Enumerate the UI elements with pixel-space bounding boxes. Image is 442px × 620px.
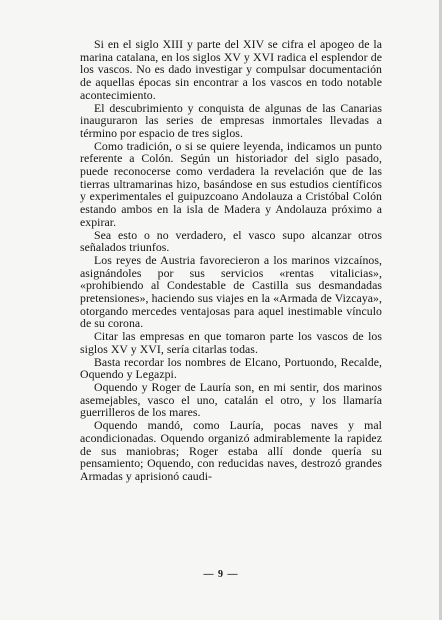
paragraph-oquendo-command: Oquendo mandó, como Lauría, pocas naves y mal acondicionadas. Oquendo organizó admirablemente la rapidez de sus maniobras; Roger estaba allí donde quería su pensamiento; Oquendo, con reducidas naves, destrozó grandes Armadas y aprisionó caudi- <box>80 418 382 483</box>
paragraph-famous-names: Basta recordar los nombres de Elcano, Portuondo, Recalde, Oquendo y Legazpi. <box>80 354 382 382</box>
paragraph-austrian-kings: Los reyes de Austria favorecieron a los marinos vizcaínos, asignándoles por sus servicios «rentas vitalicias», «prohibiendo al Condestable de Castilla sus desmandadas pretensiones», haciendo sus viajes en la «Armada de Vizcaya», otorgando mercedes ventajosas para aquel inestimable vínculo de su corona. <box>80 252 382 331</box>
paragraph-canary-islands: El descubrimiento y conquista de algunas de las Canarias inauguraron las series de empresas inmortales llevadas a término por espacio de tres siglos. <box>80 100 382 140</box>
page-number: — 9 — <box>203 569 239 580</box>
paragraph-oquendo-lauria: Oquendo y Roger de Lauría son, en mi sentir, dos marinos asemejables, vasco el uno, catalán el otro, y los llamaría guerrilleros de los mares. <box>80 379 382 420</box>
paragraph-basque-triumphs: Sea esto o no verdadero, el vasco supo alcanzar otros señalados triunfos. <box>80 227 382 255</box>
paragraph-colon-legend: Como tradición, o si se quiere leyenda, indicamos un punto referente a Colón. Según un historiador del siglo pasado, puede reconocerse como verdadera la revelación que de las tierras ultramarinas hizo, basándose en sus estudios científicos y experimentales el guipuzcoano Andolauza a Cristóbal Colón estando ambos en la isla de Madera y Andolauza próximo a expirar. <box>80 138 382 229</box>
paragraph-basque-enterprises: Citar las empresas en que tomaron parte los vascos de los siglos XV y XVI, sería citarlas todas. <box>80 329 382 356</box>
paragraph-catalan-basque-navy: Si en el siglo XIII y parte del XIV se cifra el apogeo de la marina catalana, en los siglos XV y XVI radica el esplendor de los vascos. No es dado investigar y compulsar documentación de aquellas épocas sin encontrar a los vascos en todo notable acontecimiento. <box>80 37 382 102</box>
body-text <box>80 38 382 483</box>
